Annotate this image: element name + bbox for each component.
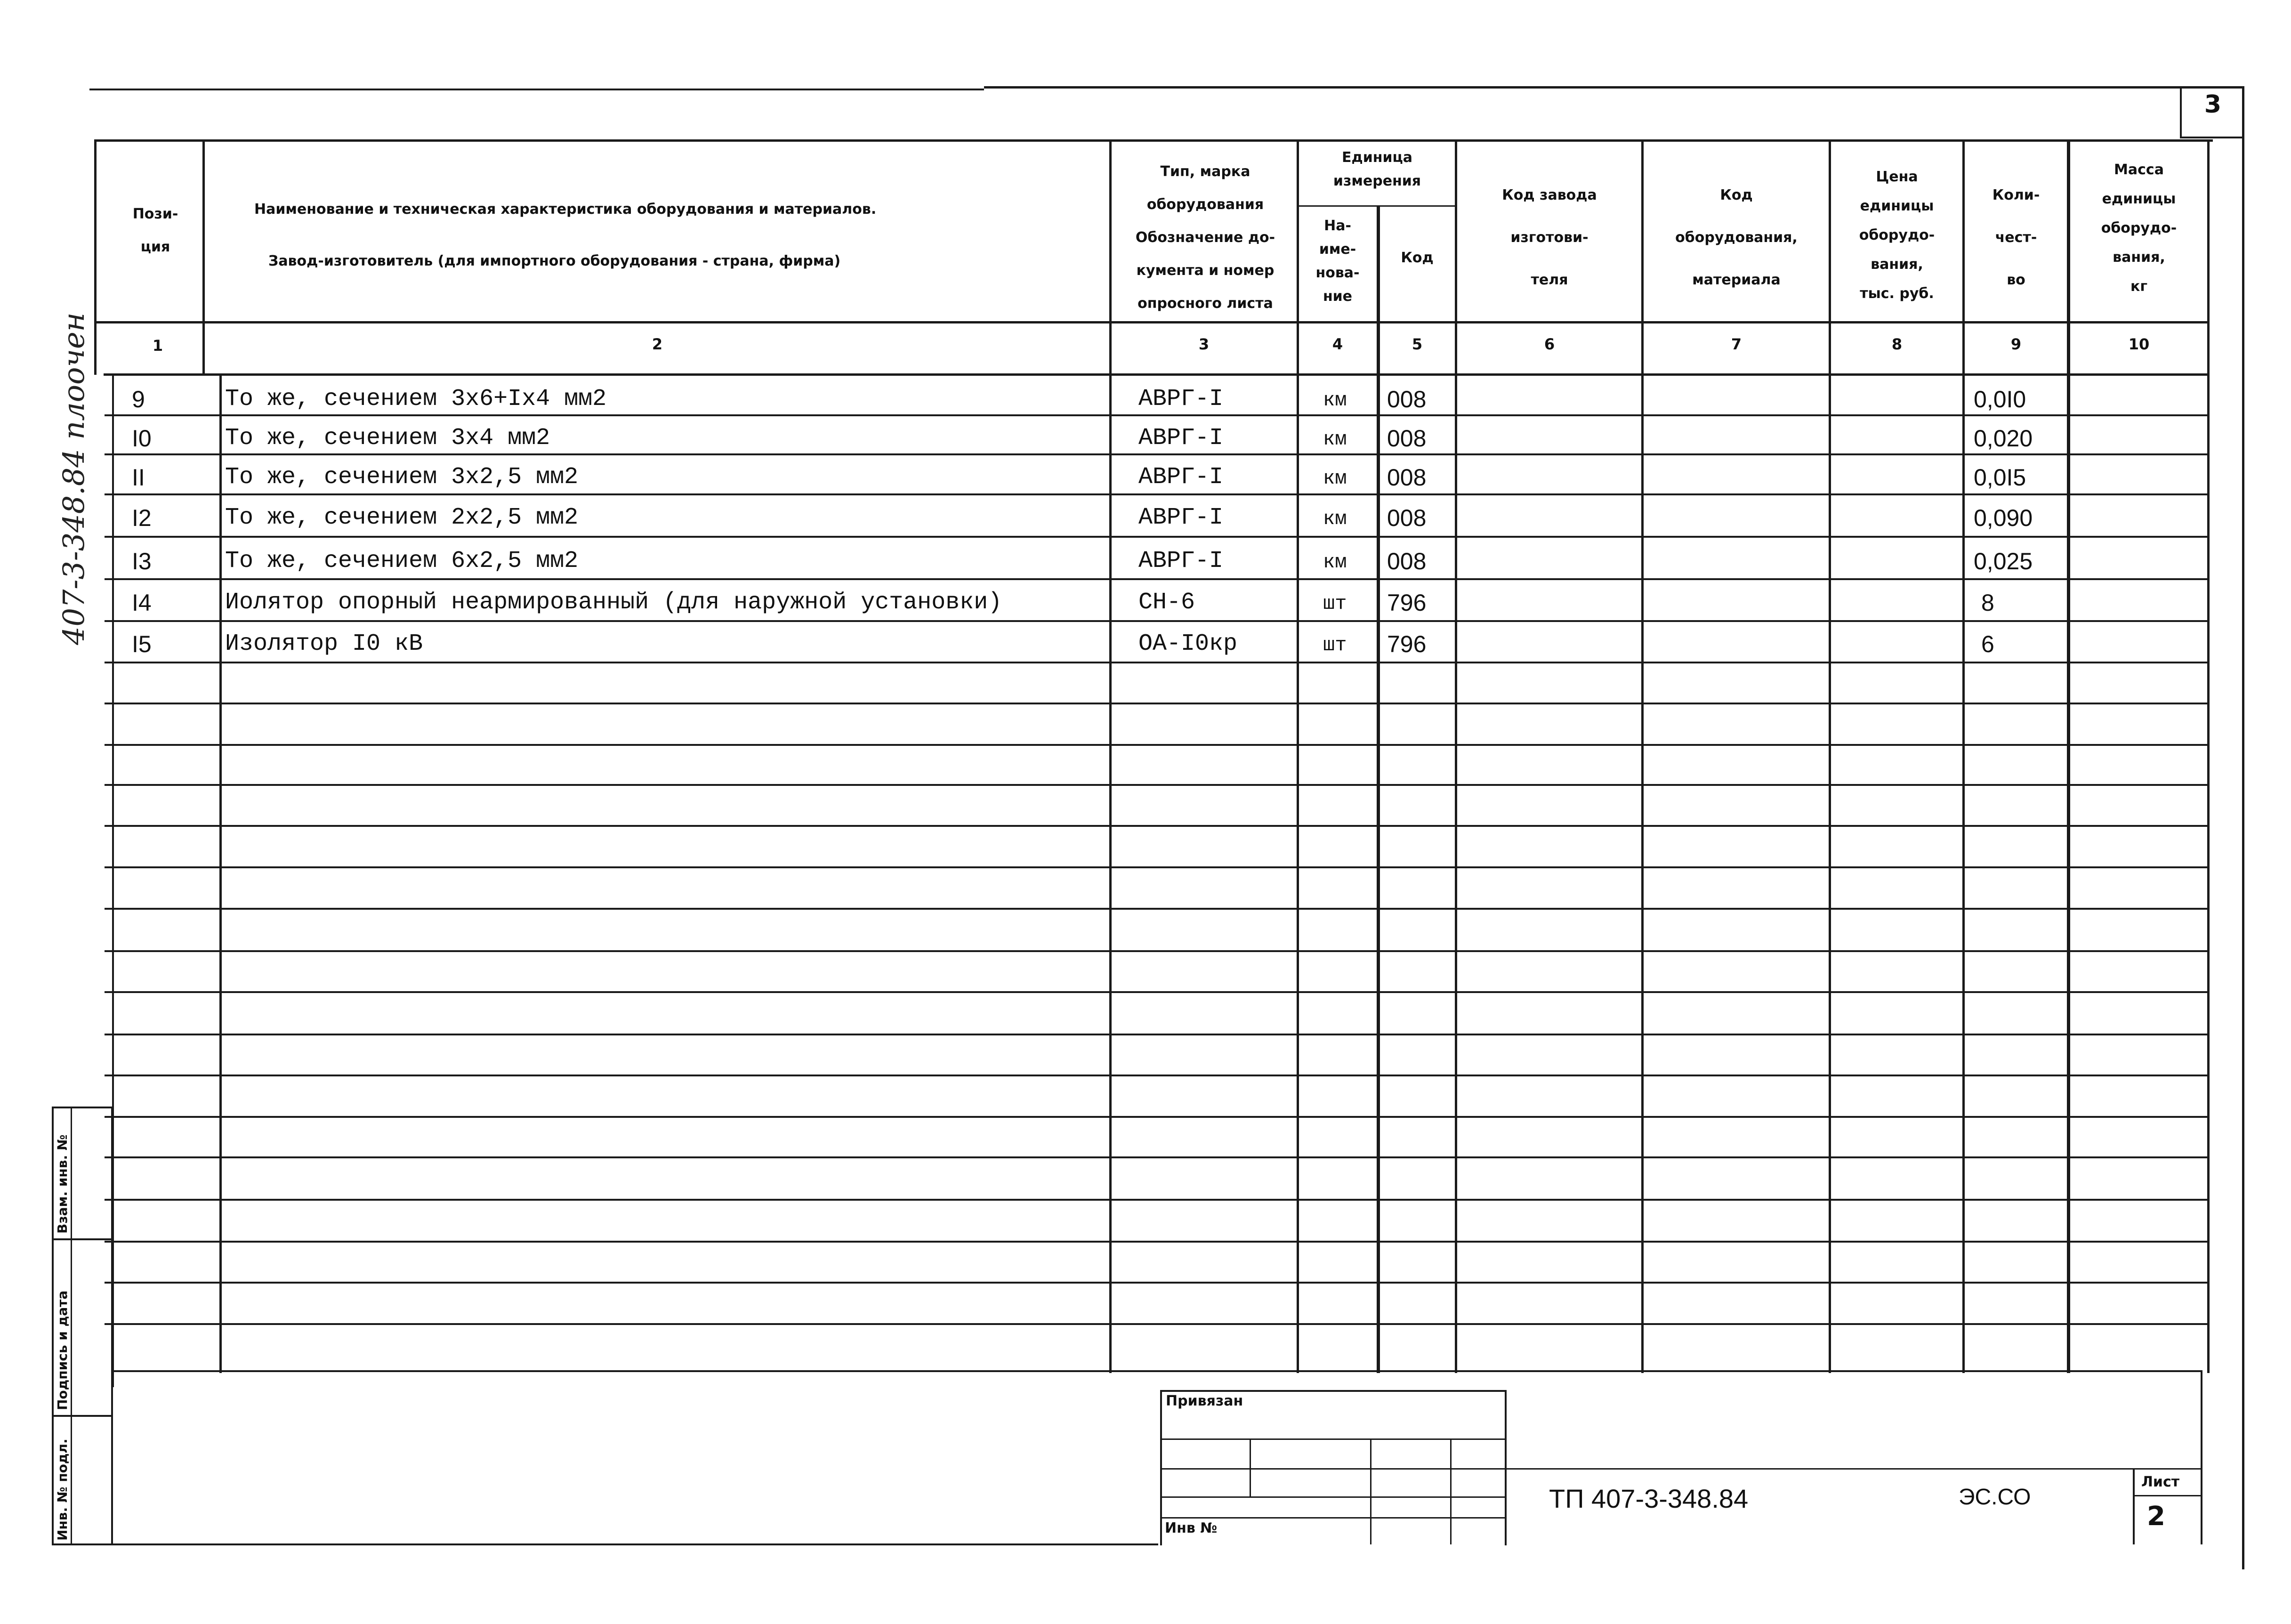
table-row-rule [105, 1323, 2209, 1325]
table-row-rule [105, 1199, 2209, 1201]
row-type: АВРГ-I [1138, 548, 1224, 574]
document-code: ТП 407-3-348.84 [1549, 1484, 1749, 1513]
row-pos: I2 [132, 505, 152, 531]
list-box-left [2133, 1468, 2135, 1544]
table-row-rule [105, 744, 2209, 746]
table-row-rule [105, 662, 2209, 663]
vline-9 [2067, 139, 2070, 1373]
row-type: АВРГ-I [1138, 504, 1224, 531]
header-col10: Масса единицы оборудо- вания, кг [2101, 162, 2177, 295]
row-code: 008 [1387, 425, 1427, 452]
header-col7: Код оборудования, материала [1675, 187, 1798, 288]
side-stamp-inner [71, 1107, 72, 1544]
row-pos: II [132, 464, 145, 491]
table-row-rule [105, 784, 2209, 786]
colnum-bottom [104, 373, 2209, 376]
privyazan-col-1 [1250, 1438, 1251, 1497]
list-number: 2 [2147, 1501, 2165, 1532]
row-qty: 0,0I5 [1974, 464, 2026, 491]
row-code: 008 [1387, 464, 1427, 491]
privyazan-row-1 [1160, 1438, 1506, 1440]
row-unit: км [1323, 428, 1347, 451]
row-type: АВРГ-I [1138, 386, 1224, 412]
row-unit: шт [1323, 634, 1347, 656]
privyazan-col-2 [1370, 1438, 1371, 1544]
vline-2 [1109, 139, 1112, 1373]
row-code: 008 [1387, 548, 1427, 574]
vline-7 [1829, 139, 1831, 1373]
privyazan-row-4 [1160, 1517, 1506, 1519]
row-unit: шт [1323, 592, 1347, 615]
table-row-rule [105, 950, 2209, 952]
header-col9: Коли- чест- во [1992, 187, 2040, 288]
table-left [94, 139, 97, 375]
row-unit: км [1323, 467, 1347, 490]
colnum-2: 2 [652, 335, 663, 353]
row-code: 796 [1387, 631, 1427, 657]
sheet-corner-number: 3 [2204, 90, 2222, 119]
table-row-rule [105, 536, 2209, 538]
row-pos: I3 [132, 548, 152, 574]
side-stamp-left [52, 1107, 54, 1544]
table-row-rule [105, 453, 2209, 455]
table-row-rule [105, 1282, 2209, 1284]
corner-box-bottom [2180, 137, 2244, 138]
table-right [2207, 139, 2210, 1373]
row-type: АВРГ-I [1138, 464, 1224, 491]
colnum-9: 9 [2010, 335, 2022, 353]
header-unit-group: Единица измерения [1333, 149, 1421, 189]
header-col4: На- име- нова- ние [1315, 218, 1360, 305]
vline-1b [219, 375, 222, 1373]
row-qty: 6 [1981, 631, 1994, 657]
table-row-rule [105, 1075, 2209, 1076]
privyazan-col-3 [1450, 1438, 1452, 1544]
privyazan-row-2 [1160, 1468, 1506, 1470]
table-row-rule [105, 1116, 2209, 1118]
side-stamp-divider-1 [52, 1238, 112, 1240]
inv-no-label: Инв № [1165, 1520, 1218, 1536]
table-row-rule [105, 414, 2209, 416]
row-name: То же, сечением 6х2,5 мм2 [225, 548, 579, 574]
side-stamp-vzam-inv: Взам. инв. № [55, 1134, 70, 1234]
header-col8: Цена единицы оборудо- вания, тыс. руб. [1859, 169, 1935, 302]
row-code: 008 [1387, 505, 1427, 531]
colnum-4: 4 [1332, 335, 1343, 353]
side-stamp-divider-2 [52, 1415, 112, 1417]
table-row-rule [105, 1241, 2209, 1243]
vline-8 [1962, 139, 1965, 1373]
row-unit: км [1323, 389, 1347, 412]
colnum-3: 3 [1198, 335, 1210, 353]
table-row-rule [105, 991, 2209, 993]
footer-right [2201, 1370, 2202, 1544]
row-qty: 0,0I0 [1974, 386, 2026, 412]
row-qty: 0,025 [1974, 548, 2033, 574]
row-name: Изолятор I0 кВ [225, 630, 423, 657]
header-bottom [94, 321, 2209, 323]
row-qty: 0,020 [1974, 425, 2033, 452]
vline-1 [202, 139, 205, 375]
row-type: АВРГ-I [1138, 425, 1224, 452]
colnum-7: 7 [1731, 335, 1742, 353]
privyazan-box-right [1505, 1390, 1507, 1545]
side-handwritten-code: 407-3-348.84 плоочен [56, 312, 91, 645]
row-unit: км [1323, 551, 1347, 574]
row-qty: 8 [1981, 590, 1994, 616]
row-code: 008 [1387, 386, 1427, 412]
table-row-rule [105, 866, 2209, 868]
row-qty: 0,090 [1974, 505, 2033, 531]
top-rule [984, 86, 2244, 89]
footer-top [112, 1370, 2202, 1372]
privyazan-label: Привязан [1166, 1393, 1243, 1409]
top-rule-left [89, 89, 984, 90]
privyazan-row-3 [1160, 1496, 1506, 1498]
colnum-6: 6 [1544, 335, 1555, 353]
header-col2: Наименование и техническая характеристика оборудования и материалов. Завод-изготовитель (для импортного оборудования - страна, фирма) [254, 201, 877, 269]
row-unit: км [1323, 508, 1347, 530]
table-row-rule [105, 703, 2209, 704]
list-label: Лист [2141, 1474, 2180, 1490]
colnum-5: 5 [1412, 335, 1423, 353]
row-name: Иолятор опорный неармированный (для наружной установки) [225, 589, 1002, 616]
right-frame [2242, 86, 2244, 1569]
header-col5: Код [1401, 250, 1434, 266]
title-block-top [1505, 1468, 2202, 1470]
vline-3 [1297, 139, 1299, 1373]
corner-box-left [2180, 86, 2182, 138]
table-top [94, 139, 2213, 142]
table-row-rule [105, 825, 2209, 827]
vline-4 [1377, 205, 1380, 1373]
row-type: СН-6 [1138, 589, 1195, 616]
side-stamp-right [111, 1107, 113, 1544]
colnum-10: 10 [2128, 335, 2150, 353]
table-row-rule [105, 493, 2209, 495]
privyazan-box-top [1160, 1390, 1506, 1392]
side-stamp-podpis-data: Подпись и дата [55, 1290, 70, 1410]
row-pos: 9 [132, 386, 145, 412]
vline-5 [1455, 139, 1457, 1373]
row-pos: I5 [132, 631, 152, 657]
page-bottom-left [52, 1543, 1158, 1545]
table-row-rule [105, 578, 2209, 580]
list-box-divider [2133, 1495, 2202, 1496]
row-pos: I4 [132, 590, 152, 616]
row-name: То же, сечением 2х2,5 мм2 [225, 504, 579, 531]
header-col6: Код завода изготови- теля [1502, 187, 1597, 288]
row-name: То же, сечением 3х2,5 мм2 [225, 464, 579, 491]
table-row-rule [105, 908, 2209, 910]
privyazan-box-left [1160, 1390, 1162, 1545]
document-mark: ЭС.СО [1959, 1485, 2031, 1510]
row-name: То же, сечением 3х6+Iх4 мм2 [225, 386, 607, 412]
colnum-8: 8 [1891, 335, 1903, 353]
table-row-rule [105, 1156, 2209, 1158]
header-col1: Пози- ция [132, 206, 178, 255]
row-type: ОА-I0кр [1138, 630, 1238, 657]
row-name: То же, сечением 3х4 мм2 [225, 425, 550, 452]
table-row-rule [105, 1034, 2209, 1035]
side-stamp-top [52, 1107, 112, 1108]
colnum-1: 1 [152, 337, 163, 355]
row-code: 796 [1387, 590, 1427, 616]
vline-6 [1641, 139, 1644, 1373]
table-row-rule [105, 620, 2209, 622]
header-col3: Тип, марка оборудования Обозначение до- кумента и номер опросного листа [1135, 163, 1275, 312]
side-stamp-inv-no-podl: Инв. № подл. [55, 1438, 70, 1541]
row-pos: I0 [132, 425, 152, 452]
